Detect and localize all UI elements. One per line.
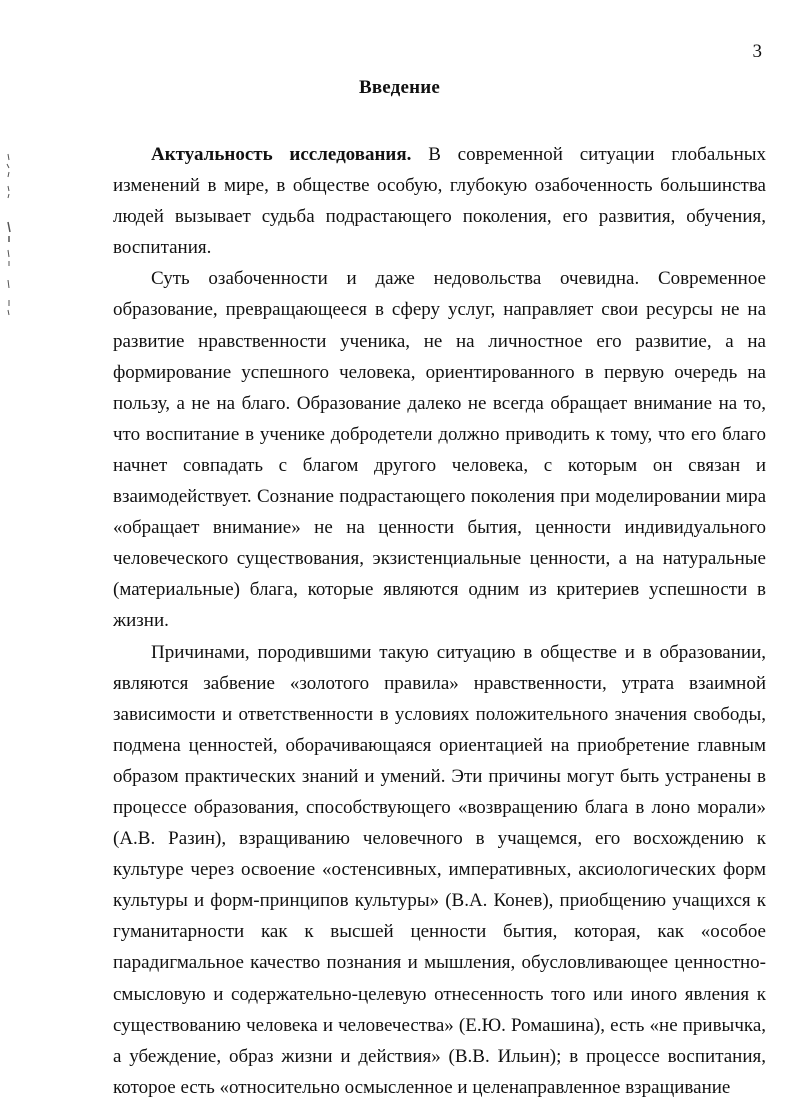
scan-artifact-marks [0,140,20,350]
body-text [113,139,766,1103]
paragraph-text: В современной ситуации глобальных изменений в мире, в обществе особую, глубокую озабоченность большинства людей вызывает судьба подрастающего поколения, его развития, обучения, воспитания. [113,144,766,259]
paragraph-lead: Актуальность исследования. [151,144,412,165]
paragraph-relevance [113,139,766,263]
paragraph-concern: Суть озабоченности и даже недовольства очевидна. Современное образование, превращающееся в сферу услуг, направляет свои ресурсы не на развитие нравственности ученика, не на личностное его развитие, а на формирование успешного человека, ориентированного в первую очередь на пользу, а не на благо. Образование далеко не всегда обращает внимание на то, что воспитание в ученике добродетели должно приводить к тому, что его благо начнет совпадать с благом другого человека, с которым он связан и взаимодействует. Сознание подрастающего поколения при моделировании мира «обращает внимание» не на ценности бытия, ценности индивидуального человеческого существования, экзистенциальные ценности, а на натуральные (материальные) блага, которые являются одним из критериев успешности в жизни. [113,268,766,632]
page-number: 3 [752,41,762,62]
page-title: Введение [358,77,441,98]
paragraph-causes: Причинами, породившими такую ситуацию в обществе и в образовании, являются забвение «золотого правила» нравственности, утрата взаимной зависимости и ответственности в условиях положительного значения свободы, подмена ценностей, оборачивающаяся ориентацией на приобретение главным образом практических знаний и умений. Эти причины могут быть устранены в процессе образования, способствующего «возвращению блага в лоно морали» (А.В. Разин), взращиванию человечного в учащемся, его восхождению к культуре через освоение «остенсивных, императивных, аксиологических форм культуры и форм-принципов культуры» (В.А. Конев), приобщению учащихся к гуманитарности как к высшей ценности бытия, которая, как «особое парадигмальное качество познания и мышления, обусловливающее ценностно-смысловую и содержательно-целевую отнесенность того или иного явления к существованию человека и человечества» (Е.Ю. Ромашина), есть «не привычка, а убеждение, образ жизни и действия» (В.В. Ильин); в процессе воспитания, которое есть «относительно осмысленное и целенаправленное взращивание [113,641,766,1098]
